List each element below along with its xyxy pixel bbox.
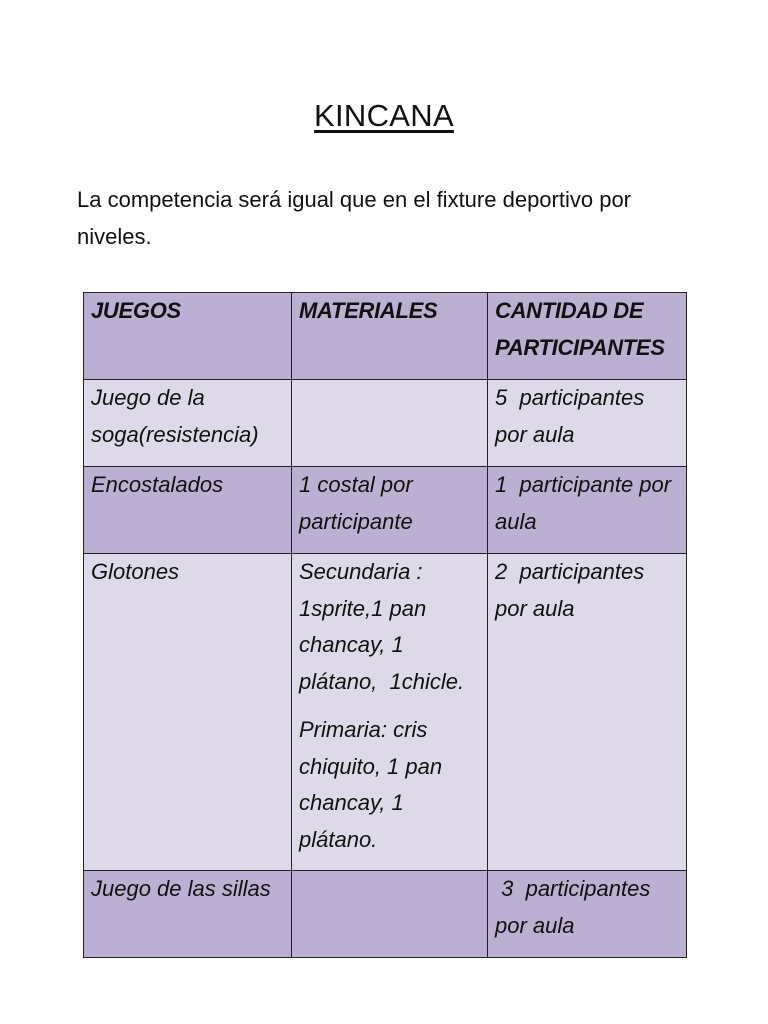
intro-paragraph: La competencia será igual que en el fixture deportivo por niveles. bbox=[77, 187, 632, 249]
cell-game: Encostalados bbox=[84, 467, 292, 554]
table-header-row bbox=[84, 293, 687, 380]
cell-participants: 3 participantes por aula bbox=[488, 871, 687, 958]
cell-materials: 1 costal por participante bbox=[292, 467, 488, 554]
cell-materials bbox=[292, 380, 488, 467]
cell-game: Juego de las sillas bbox=[84, 871, 292, 958]
header-materiales: MATERIALES bbox=[292, 293, 488, 380]
cell-participants: 2 participantes por aula bbox=[488, 554, 687, 871]
table-row bbox=[84, 554, 687, 871]
cell-game: Glotones bbox=[84, 554, 292, 871]
materials-primaria: Primaria: cris chiquito, 1 pan chancay, 1 plátano. bbox=[299, 717, 443, 852]
header-cantidad: CANTIDAD DE PARTICIPANTES bbox=[488, 293, 687, 380]
cell-participants: 1 participante por aula bbox=[488, 467, 687, 554]
table-row bbox=[84, 467, 687, 554]
materials-secundaria: Secundaria : 1sprite,1 pan chancay, 1 plátano, 1chicle. bbox=[299, 559, 465, 694]
table-row bbox=[84, 380, 687, 467]
document-title: KINCANA bbox=[314, 98, 454, 133]
cell-materials bbox=[292, 871, 488, 958]
cell-participants: 5 participantes por aula bbox=[488, 380, 687, 467]
header-juegos: JUEGOS bbox=[84, 293, 292, 380]
table-row bbox=[84, 871, 687, 958]
games-table bbox=[83, 292, 687, 958]
cell-game: Juego de la soga(resistencia) bbox=[84, 380, 292, 467]
cell-materials bbox=[292, 554, 488, 871]
